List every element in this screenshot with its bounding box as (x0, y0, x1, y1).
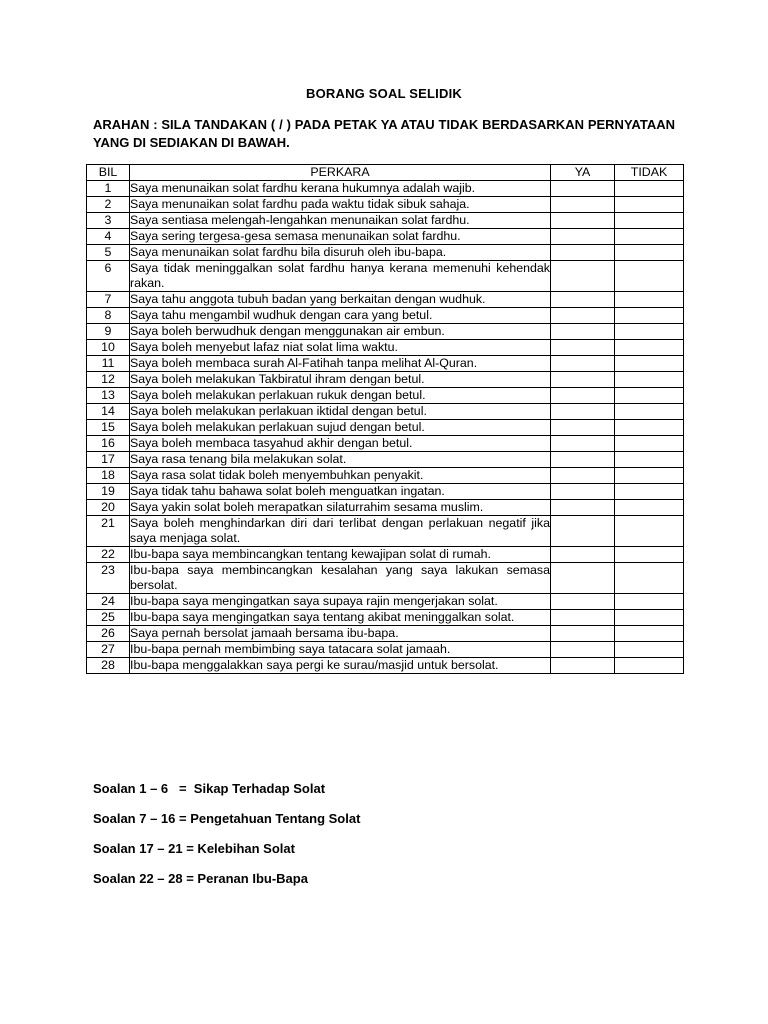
statement-text: Saya menunaikan solat fardhu kerana hukumnya adalah wajib. (130, 181, 551, 197)
row-number: 13 (87, 388, 130, 404)
statement-text: Saya boleh melakukan perlakuan rukuk dengan betul. (130, 388, 551, 404)
row-number: 10 (87, 340, 130, 356)
statement-text: Ibu-bapa saya membincangkan tentang kewajipan solat di rumah. (130, 547, 551, 563)
table-header-row (87, 165, 684, 181)
tidak-checkbox-cell[interactable] (615, 452, 684, 468)
row-number: 11 (87, 356, 130, 372)
row-number: 3 (87, 213, 130, 229)
category-line: Soalan 22 – 28 = Peranan Ibu-Bapa (93, 871, 308, 886)
ya-checkbox-cell[interactable] (551, 356, 615, 372)
ya-checkbox-cell[interactable] (551, 197, 615, 213)
table-row (87, 340, 684, 356)
tidak-checkbox-cell[interactable] (615, 229, 684, 245)
statement-text: Saya tidak meninggalkan solat fardhu hanya kerana memenuhi kehendak rakan. (130, 261, 550, 290)
tidak-checkbox-cell[interactable] (615, 197, 684, 213)
row-number: 23 (87, 563, 130, 594)
row-number: 7 (87, 292, 130, 308)
ya-checkbox-cell[interactable] (551, 229, 615, 245)
statement-text: Saya boleh melakukan perlakuan iktidal dengan betul. (130, 404, 551, 420)
page-title: BORANG SOAL SELIDIK (306, 86, 462, 101)
table-row (87, 197, 684, 213)
table-row (87, 500, 684, 516)
tidak-checkbox-cell[interactable] (615, 626, 684, 642)
table-row (87, 516, 684, 547)
table-row (87, 261, 684, 292)
ya-checkbox-cell[interactable] (551, 547, 615, 563)
ya-checkbox-cell[interactable] (551, 261, 615, 292)
row-number: 14 (87, 404, 130, 420)
ya-checkbox-cell[interactable] (551, 292, 615, 308)
table-row (87, 436, 684, 452)
table-row (87, 356, 684, 372)
statement-text: Saya pernah bersolat jamaah bersama ibu-bapa. (130, 626, 551, 642)
tidak-checkbox-cell[interactable] (615, 308, 684, 324)
table-row (87, 308, 684, 324)
statement-text: Saya tahu mengambil wudhuk dengan cara yang betul. (130, 308, 551, 324)
tidak-checkbox-cell[interactable] (615, 356, 684, 372)
row-number: 22 (87, 547, 130, 563)
statement-text: Saya boleh menyebut lafaz niat solat lima waktu. (130, 340, 551, 356)
ya-checkbox-cell[interactable] (551, 324, 615, 340)
row-number: 4 (87, 229, 130, 245)
tidak-checkbox-cell[interactable] (615, 404, 684, 420)
tidak-checkbox-cell[interactable] (615, 292, 684, 308)
tidak-checkbox-cell[interactable] (615, 388, 684, 404)
statement-text: Saya rasa solat tidak boleh menyembuhkan penyakit. (130, 468, 551, 484)
statement-text: Ibu-bapa saya membincangkan kesalahan yang saya lakukan semasa bersolat. (130, 563, 550, 592)
ya-checkbox-cell[interactable] (551, 563, 615, 594)
statement-text: Saya rasa tenang bila melakukan solat. (130, 452, 551, 468)
statement-text: Saya tahu anggota tubuh badan yang berkaitan dengan wudhuk. (130, 292, 551, 308)
row-number: 2 (87, 197, 130, 213)
ya-checkbox-cell[interactable] (551, 452, 615, 468)
category-line: Soalan 7 – 16 = Pengetahuan Tentang Solat (93, 811, 361, 826)
tidak-checkbox-cell[interactable] (615, 642, 684, 658)
row-number: 24 (87, 594, 130, 610)
ya-checkbox-cell[interactable] (551, 500, 615, 516)
ya-checkbox-cell[interactable] (551, 484, 615, 500)
statement-text: Ibu-bapa pernah membimbing saya tatacara solat jamaah. (130, 642, 551, 658)
table-row (87, 292, 684, 308)
tidak-checkbox-cell[interactable] (615, 261, 684, 292)
table-row (87, 229, 684, 245)
table-row (87, 658, 684, 674)
ya-checkbox-cell[interactable] (551, 658, 615, 674)
table-row (87, 420, 684, 436)
table-row (87, 610, 684, 626)
instruction-text: ARAHAN : SILA TANDAKAN ( / ) PADA PETAK YA ATAU TIDAK BERDASARKAN PERNYATAAN YANG DI SEDIAKAN DI BAWAH. (93, 117, 675, 150)
row-number: 25 (87, 610, 130, 626)
table-row (87, 484, 684, 500)
tidak-checkbox-cell[interactable] (615, 436, 684, 452)
table-row (87, 626, 684, 642)
tidak-checkbox-cell[interactable] (615, 563, 684, 594)
tidak-checkbox-cell[interactable] (615, 516, 684, 547)
ya-checkbox-cell[interactable] (551, 642, 615, 658)
statement-text: Saya boleh menghindarkan diri dari terlibat dengan perlakuan negatif jika saya menjaga solat. (130, 516, 550, 545)
row-number: 18 (87, 468, 130, 484)
header-ya: YA (551, 165, 615, 181)
ya-checkbox-cell[interactable] (551, 516, 615, 547)
table-row (87, 213, 684, 229)
row-number: 15 (87, 420, 130, 436)
tidak-checkbox-cell[interactable] (615, 245, 684, 261)
tidak-checkbox-cell[interactable] (615, 500, 684, 516)
tidak-checkbox-cell[interactable] (615, 324, 684, 340)
survey-table (86, 164, 684, 674)
row-number: 19 (87, 484, 130, 500)
table-row (87, 468, 684, 484)
row-number: 12 (87, 372, 130, 388)
ya-checkbox-cell[interactable] (551, 436, 615, 452)
tidak-checkbox-cell[interactable] (615, 420, 684, 436)
tidak-checkbox-cell[interactable] (615, 547, 684, 563)
ya-checkbox-cell[interactable] (551, 468, 615, 484)
row-number: 6 (87, 261, 130, 292)
tidak-checkbox-cell[interactable] (615, 484, 684, 500)
statement-text: Saya menunaikan solat fardhu pada waktu tidak sibuk sahaja. (130, 197, 551, 213)
header-tidak: TIDAK (615, 165, 684, 181)
survey-table-body (87, 181, 684, 674)
statement-text: Saya boleh berwudhuk dengan menggunakan air embun. (130, 324, 551, 340)
tidak-checkbox-cell[interactable] (615, 658, 684, 674)
tidak-checkbox-cell[interactable] (615, 468, 684, 484)
table-row (87, 452, 684, 468)
table-row (87, 181, 684, 197)
row-number: 21 (87, 516, 130, 547)
row-number: 27 (87, 642, 130, 658)
statement-text: Saya menunaikan solat fardhu bila disuruh oleh ibu-bapa. (130, 245, 551, 261)
statement-text: Saya sering tergesa-gesa semasa menunaikan solat fardhu. (130, 229, 551, 245)
statement-text: Saya boleh melakukan Takbiratul ihram dengan betul. (130, 372, 551, 388)
ya-checkbox-cell[interactable] (551, 245, 615, 261)
ya-checkbox-cell[interactable] (551, 340, 615, 356)
tidak-checkbox-cell[interactable] (615, 594, 684, 610)
statement-text: Saya boleh membaca surah Al-Fatihah tanpa melihat Al-Quran. (130, 356, 551, 372)
row-number: 8 (87, 308, 130, 324)
ya-checkbox-cell[interactable] (551, 213, 615, 229)
ya-checkbox-cell[interactable] (551, 388, 615, 404)
statement-text: Ibu-bapa saya mengingatkan saya supaya rajin mengerjakan solat. (130, 594, 551, 610)
row-number: 20 (87, 500, 130, 516)
ya-checkbox-cell[interactable] (551, 610, 615, 626)
tidak-checkbox-cell[interactable] (615, 340, 684, 356)
table-row (87, 563, 684, 594)
ya-checkbox-cell[interactable] (551, 594, 615, 610)
statement-text: Saya boleh membaca tasyahud akhir dengan betul. (130, 436, 551, 452)
ya-checkbox-cell[interactable] (551, 420, 615, 436)
ya-checkbox-cell[interactable] (551, 372, 615, 388)
row-number: 5 (87, 245, 130, 261)
statement-text: Ibu-bapa menggalakkan saya pergi ke surau/masjid untuk bersolat. (130, 658, 551, 674)
ya-checkbox-cell[interactable] (551, 181, 615, 197)
ya-checkbox-cell[interactable] (551, 626, 615, 642)
table-row (87, 642, 684, 658)
table-row (87, 388, 684, 404)
table-row (87, 547, 684, 563)
statement-text: Saya sentiasa melengah-lengahkan menunaikan solat fardhu. (130, 213, 551, 229)
row-number: 9 (87, 324, 130, 340)
tidak-checkbox-cell[interactable] (615, 372, 684, 388)
row-number: 26 (87, 626, 130, 642)
question-category-legend (93, 781, 360, 901)
ya-checkbox-cell[interactable] (551, 308, 615, 324)
table-row (87, 245, 684, 261)
statement-text: Ibu-bapa saya mengingatkan saya tentang akibat meninggalkan solat. (130, 610, 551, 626)
statement-text: Saya boleh melakukan perlakuan sujud dengan betul. (130, 420, 551, 436)
row-number: 16 (87, 436, 130, 452)
statement-text: Saya yakin solat boleh merapatkan silaturrahim sesama muslim. (130, 500, 551, 516)
header-bil: BIL (87, 165, 130, 181)
row-number: 17 (87, 452, 130, 468)
header-perkara: PERKARA (130, 165, 551, 181)
table-row (87, 404, 684, 420)
row-number: 28 (87, 658, 130, 674)
ya-checkbox-cell[interactable] (551, 404, 615, 420)
table-row (87, 372, 684, 388)
row-number: 1 (87, 181, 130, 197)
statement-text: Saya tidak tahu bahawa solat boleh menguatkan ingatan. (130, 484, 551, 500)
category-line: Soalan 17 – 21 = Kelebihan Solat (93, 841, 295, 856)
table-row (87, 594, 684, 610)
tidak-checkbox-cell[interactable] (615, 610, 684, 626)
tidak-checkbox-cell[interactable] (615, 181, 684, 197)
category-line: Soalan 1 – 6 = Sikap Terhadap Solat (93, 781, 326, 796)
tidak-checkbox-cell[interactable] (615, 213, 684, 229)
table-row (87, 324, 684, 340)
